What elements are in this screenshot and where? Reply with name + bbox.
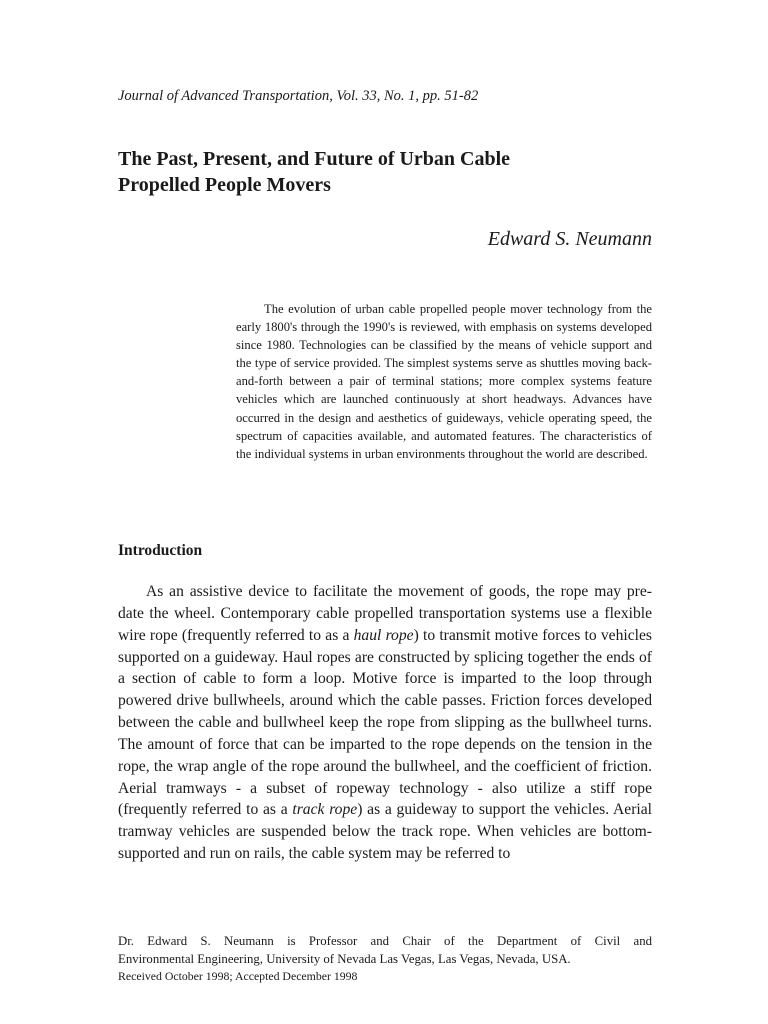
body-text-part-3: ) as a guideway to support the vehicles. Aerial tramway vehicles are suspended below the track rope. When vehicles are bottom-supported and run on rails, the cable system may be referred to [118,801,652,863]
body-text-part-2: ) to transmit motive forces to vehicles supported on a guideway. Haul ropes are constructed by splicing together the ends of a section of cable to form a loop. Motive force is imparted to the loop through powered drive bullwheels, around which the cable passes. Friction forces developed between the cable and bullwheel keep the rope from slipping as the bullwheel turns. The amount of force that can be imparted to the rope depends on the tension in the rope, the wrap angle of the rope around the bullwheel, and the coefficient of friction. Aerial tramways - a subset of ropeway technology - also utilize a stiff rope (frequently referred to as a [118,626,652,819]
paper-title-line-1: The Past, Present, and Future of Urban Cable [118,148,511,170]
introduction-paragraph [118,581,652,865]
section-heading-introduction: Introduction [118,542,203,559]
author-name: Edward S. Neumann [487,228,652,250]
paper-title [118,146,678,198]
abstract: The evolution of urban cable propelled people mover technology from the early 1800's through the 1990's is reviewed, with emphasis on systems developed since 1980. Technologies can be classified by the means of vehicle support and the type of service provided. The simplest systems serve as shuttles moving back-and-forth between a pair of terminal stations; more complex systems feature vehicles which are launched continuously at short headways. Advances have occurred in the design and aesthetics of guideways, vehicle operating speed, the spectrum of capacities available, and automated features. The characteristics of the individual systems in urban environments throughout the world are described. [236,302,652,461]
received-accepted-dates: Received October 1998; Accepted December 1998 [118,969,358,983]
term-track-rope: track rope [292,801,358,819]
footnote-line-2: Environmental Engineering, University of Nevada Las Vegas, Las Vegas, Nevada, USA. [118,951,571,966]
journal-citation: Journal of Advanced Transportation, Vol. 33, No. 1, pp. 51-82 [118,88,479,104]
term-haul-rope: haul rope [353,626,414,644]
footnote-line-1: Dr. Edward S. Neumann is Professor and Chair of the Department of Civil and [118,934,652,948]
paper-title-line-2: Propelled People Movers [118,174,331,196]
author-footnote [118,933,652,986]
body-text-part-1: As an assistive device to facilitate the movement of goods, the rope may pre-date the wheel. Contemporary cable propelled transportation systems use a flexible wire rope (frequently referred to as a [118,583,652,644]
